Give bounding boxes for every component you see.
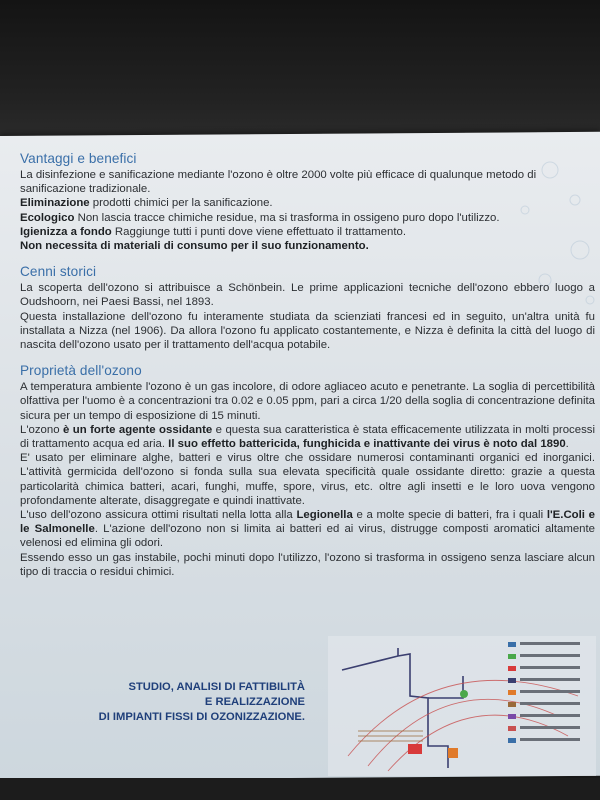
heading-cenni: Cenni storici xyxy=(20,264,97,280)
vantaggi-eliminazione xyxy=(20,196,595,210)
p2-c: e questa sua caratteristica è stata efficacemente utilizzata in molti processi di trattamento acqua ed aria. xyxy=(20,423,595,451)
site-plan-diagram xyxy=(328,636,596,776)
p2-e: . xyxy=(565,438,569,451)
eliminazione-text: prodotti chimici per la sanificazione. xyxy=(89,197,273,210)
p4-d: l'E.Coli e le Salmonelle xyxy=(20,509,595,536)
p2-d: Il suo effetto battericida, funghicida e inattivante dei virus è noto dal 1890 xyxy=(168,438,566,451)
vantaggi-line1: La disinfezione e sanificazione mediante l'ozono è oltre 2000 volte più efficace di qualunque metodo di sanificazione tradizionale. xyxy=(20,169,537,196)
proprieta-p4 xyxy=(20,508,595,551)
footer-line1: STUDIO, ANALISI DI FATTIBILITÀ xyxy=(128,681,305,693)
ecologico-text: Non lascia tracce chimiche residue, ma si trasforma in ossigeno puro dopo l'utilizzo. xyxy=(74,211,500,224)
heading-vantaggi: Vantaggi e benefici xyxy=(20,151,137,166)
proprieta-p1: A temperatura ambiente l'ozono è un gas incolore, di odore agliaceo acuto e penetrante. La soglia di percettibilità olfattiva per l'uomo è a concentrazioni tra 0.02 e 0.05 ppm, pari a circa 1/20 della soglia di concentrazione definita sicura per un tempo di esposizione di 15 minuti. xyxy=(20,381,595,422)
cenni-p2: Questa installazione dell'ozono fu interamente studiata da scienziati francesi ed in seguito, un'altra unità fu installata a Nizza (nel 1906). Da allora l'ozono fu applicato costantemente, e Nizza è definita la città del luogo di nascita dell'ozono usato per il trattamento dell'acqua potabile. xyxy=(20,310,595,352)
no-materials-text: Non necessita di materiali di consumo per il suo funzionamento. xyxy=(20,240,369,253)
heading-proprieta: Proprietà dell'ozono xyxy=(20,363,142,379)
eliminazione-label: Eliminazione xyxy=(20,197,90,210)
proprieta-p2 xyxy=(20,423,595,451)
igienizza-text: Raggiunge tutti i punti dove viene effettuato il trattamento. xyxy=(111,225,407,238)
p4-b: Legionella xyxy=(296,509,353,522)
section-cenni xyxy=(20,263,595,352)
document-content xyxy=(20,150,595,589)
p4-e: . L'azione dell'ozono non si limita ai batteri ed ai virus, distrugge composti aromatici altamente velenosi ed elimina gli odori. xyxy=(20,523,595,550)
footer-line2: E REALIZZAZIONE xyxy=(204,696,305,708)
cenni-p1: La scoperta dell'ozono si attribuisce a Schönbein. Le prime applicazioni tecniche dell'ozono ebbero luogo a Oudshoorn, nei Paesi Bassi, nel 1893. xyxy=(20,282,595,309)
footer-tagline xyxy=(55,680,305,725)
proprieta-p3: E' usato per eliminare alghe, batteri e virus oltre che ossidare numerosi contaminanti organici ed inorganici. L'attività germicida dell'ozono si fonda sulla sua elevata specificità quale ossidante diretto: grazie a questa particolarità chimica batteri, acari, funghi, muffe, spore, virus, etc. oltre agli insetti e le loro uova vengono profondamente alterate, disaggregate e quindi inattivate. xyxy=(20,452,595,507)
footer-line3: DI IMPIANTI FISSI DI OZONIZZAZIONE. xyxy=(98,711,305,723)
vantaggi-ecologico xyxy=(20,211,595,225)
ecologico-label: Ecologico xyxy=(20,211,75,224)
igienizza-label: Igienizza a fondo xyxy=(20,225,112,238)
vantaggi-igienizza xyxy=(20,225,595,239)
p4-a: L'uso dell'ozono assicura ottimi risultati nella lotta alla xyxy=(20,509,297,522)
p4-c: e a molte specie di batteri, fra i quali xyxy=(352,509,547,522)
vantaggi-no-materials xyxy=(20,239,595,253)
proprieta-p5: Essendo esso un gas instabile, pochi minuti dopo l'utilizzo, l'ozono si trasforma in ossigeno senza lasciare alcun tipo di traccia o residui chimici. xyxy=(20,551,595,578)
p2-b: è un forte agente ossidante xyxy=(63,423,213,436)
p2-a: L'ozono xyxy=(20,423,63,436)
section-proprieta xyxy=(20,362,595,579)
background-top xyxy=(0,0,600,140)
background-bottom xyxy=(0,778,600,800)
section-vantaggi xyxy=(20,150,595,253)
